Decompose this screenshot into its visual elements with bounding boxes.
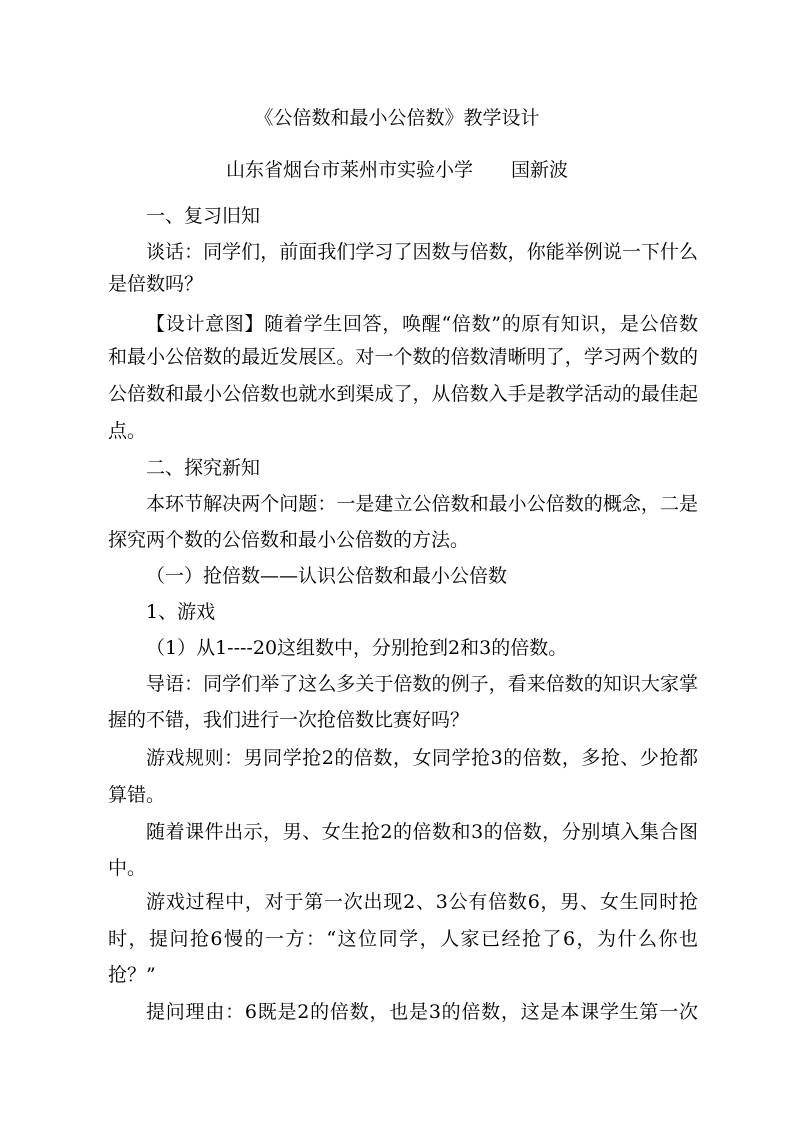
paragraph-line: 随着课件出示，男、女生抢2的倍数和3的倍数，分别填入集合图 — [146, 821, 698, 843]
paragraph-line: 公倍数和最小公倍数也就水到渠成了，从倍数入手是教学活动的最佳起 — [108, 383, 698, 405]
paragraph-line: 提问理由：6既是2的倍数，也是3的倍数，这是本课学生第一次 — [146, 1001, 698, 1023]
paragraph-line: 中。 — [108, 857, 147, 879]
paragraph-line: 点。 — [108, 420, 147, 442]
author-line: 山东省烟台市莱州市实验小学 国新波 — [225, 159, 568, 181]
paragraph-line: 探究两个数的公倍数和最小公倍数的方法。 — [108, 529, 470, 551]
document-title: 《公倍数和最小公倍数》教学设计 — [254, 107, 540, 129]
sub-heading: （一）抢倍数——认识公倍数和最小公倍数 — [146, 565, 508, 587]
paragraph-line: 游戏规则：男同学抢2的倍数，女同学抢3的倍数，多抢、少抢都 — [146, 747, 698, 769]
game-step-1: （1）从1----20这组数中，分别抢到2和3的倍数。 — [146, 637, 568, 659]
paragraph-line: 本环节解决两个问题：一是建立公倍数和最小公倍数的概念，二是 — [146, 493, 698, 515]
game-heading: 1、游戏 — [146, 601, 216, 623]
paragraph-line: 时，提问抢6慢的一方：“这位同学，人家已经抢了6，为什么你也 — [108, 928, 698, 950]
section-heading-explore: 二、探究新知 — [146, 457, 261, 479]
paragraph-line: 抢？” — [108, 964, 156, 986]
paragraph-line: 是倍数吗？ — [108, 273, 204, 295]
paragraph-line: 算错。 — [108, 784, 166, 806]
section-heading-review: 一、复习旧知 — [146, 205, 261, 227]
paragraph-line: 【设计意图】随着学生回答，唤醒“倍数”的原有知识，是公倍数 — [146, 313, 698, 335]
paragraph-line: 谈话：同学们，前面我们学习了因数与倍数，你能举例说一下什么 — [146, 241, 698, 263]
paragraph-line: 握的不错，我们进行一次抢倍数比赛好吗？ — [108, 709, 470, 731]
paragraph-line: 游戏过程中，对于第一次出现2、3公有倍数6，男、女生同时抢 — [146, 891, 698, 913]
paragraph-line: 和最小公倍数的最近发展区。对一个数的倍数清晰明了，学习两个数的 — [108, 346, 698, 368]
paragraph-line: 导语：同学们举了这么多关于倍数的例子，看来倍数的知识大家掌 — [146, 673, 698, 695]
